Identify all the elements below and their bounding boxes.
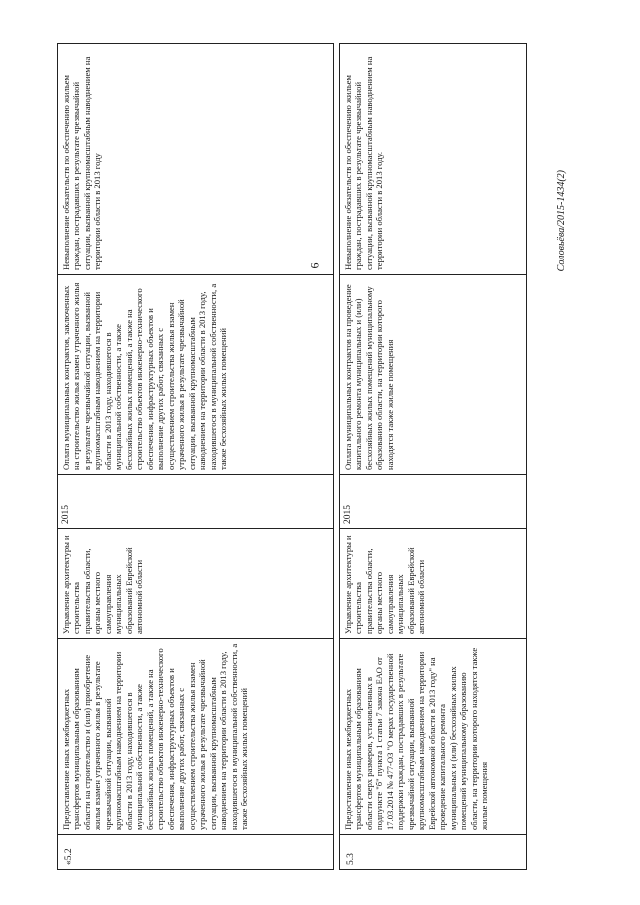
- action-cell: Предоставление иных межбюджетных трансфертов муниципальным образованиям области на строительство и (или) приобретение жилья взамен утраченного жилья в результате чрезвычайной ситуации, вызванной крупномасштабным наводнением на территории области в 2013 году, находившегося в муниципальной собственности, а также бесхозяйных жилых помещений, а также на строительство объектов инженерно-технического обеспечения, инфраструктурных объектов и выполнение других работ, связанных с осуществлением строительства жилья взамен утраченного жилья в результате чрезвычайной ситуации, вызванной крупномасштабным наводнением на территории области в 2013 году, находившегося в муниципальной собственности, а также бесхозяйных жилых помещений: [58, 639, 334, 835]
- result-cell: Оплата муниципальных контрактов, заключенных на строительство жилья взамен утраченного жилья в результате чрезвычайной ситуации, вызванной крупномасштабным наводнением на территории области в 2013 году, находившегося в муниципальной собственности, а также бесхозяйных жилых помещений, а также на строительство объектов инженерно-технического обеспечения, инфраструктурных объектов и выполнение других работ, связанных с осуществлением строительства жилья взамен утраченного жилья в результате чрезвычайной ситуации, вызванной крупномасштабным наводнением на территории области в 2013 году, находившегося в муниципальной собственности, а также бесхозяйных жилых помещений: [58, 275, 334, 475]
- executor-cell: Управление архитектуры и строительства правительства области, органы местного самоуправления муниципальных образований Еврейской автономной области: [58, 529, 334, 639]
- action-cell: Предоставление иных межбюджетных трансфертов муниципальным образованиям области сверх размеров, установленных в подпункте "б" пункта 1 статьи 7 закона ЕАО от 17.03.2014 № 477-ОЗ "О мерах государственной поддержки граждан, пострадавших в результате чрезвычайной ситуации, вызванной крупномасштабным наводнением на территории Еврейской автономной области в 2013 году" на проведение капитального ремонта муниципальных и (или) бесхозяйных жилых помещений муниципальному образованию области, на территории которого находятся также жилые помещения: [340, 639, 527, 835]
- executor-cell: Управление архитектуры и строительства правительства области, органы местного самоуправления муниципальных образований Еврейской автономной области: [340, 529, 527, 639]
- consequence-cell: Невыполнение обязательств по обеспечению жильем граждан, пострадавших в результате чрезвычайной ситуации, вызванной крупномасштабным наводнением на территории области в 2013 году.: [340, 44, 527, 275]
- consequence-cell: Невыполнение обязательств по обеспечению жильем граждан, пострадавших в результате чрезвычайной ситуации, вызванной крупномасштабным наводнением на территории области в 2013 году: [58, 44, 334, 275]
- year-cell: 2015: [58, 475, 334, 529]
- table-row: [58, 44, 334, 870]
- row-number: 5.3: [340, 835, 527, 870]
- table-row: [340, 44, 527, 870]
- year-cell: 2015: [340, 475, 527, 529]
- result-cell: Оплата муниципальных контрактов на проведение капитального ремонта муниципальных и (или) бесхозяйных жилых помещений муниципальному образованию области, на территории которого находятся также жилые помещения: [340, 275, 527, 475]
- row-number: «5.2: [58, 835, 334, 870]
- measures-table: [57, 43, 527, 870]
- rotated-table-container: [57, 44, 527, 870]
- document-signature: Соловьёва/2015-1434(2): [556, 170, 567, 272]
- page-number: 6: [307, 262, 322, 269]
